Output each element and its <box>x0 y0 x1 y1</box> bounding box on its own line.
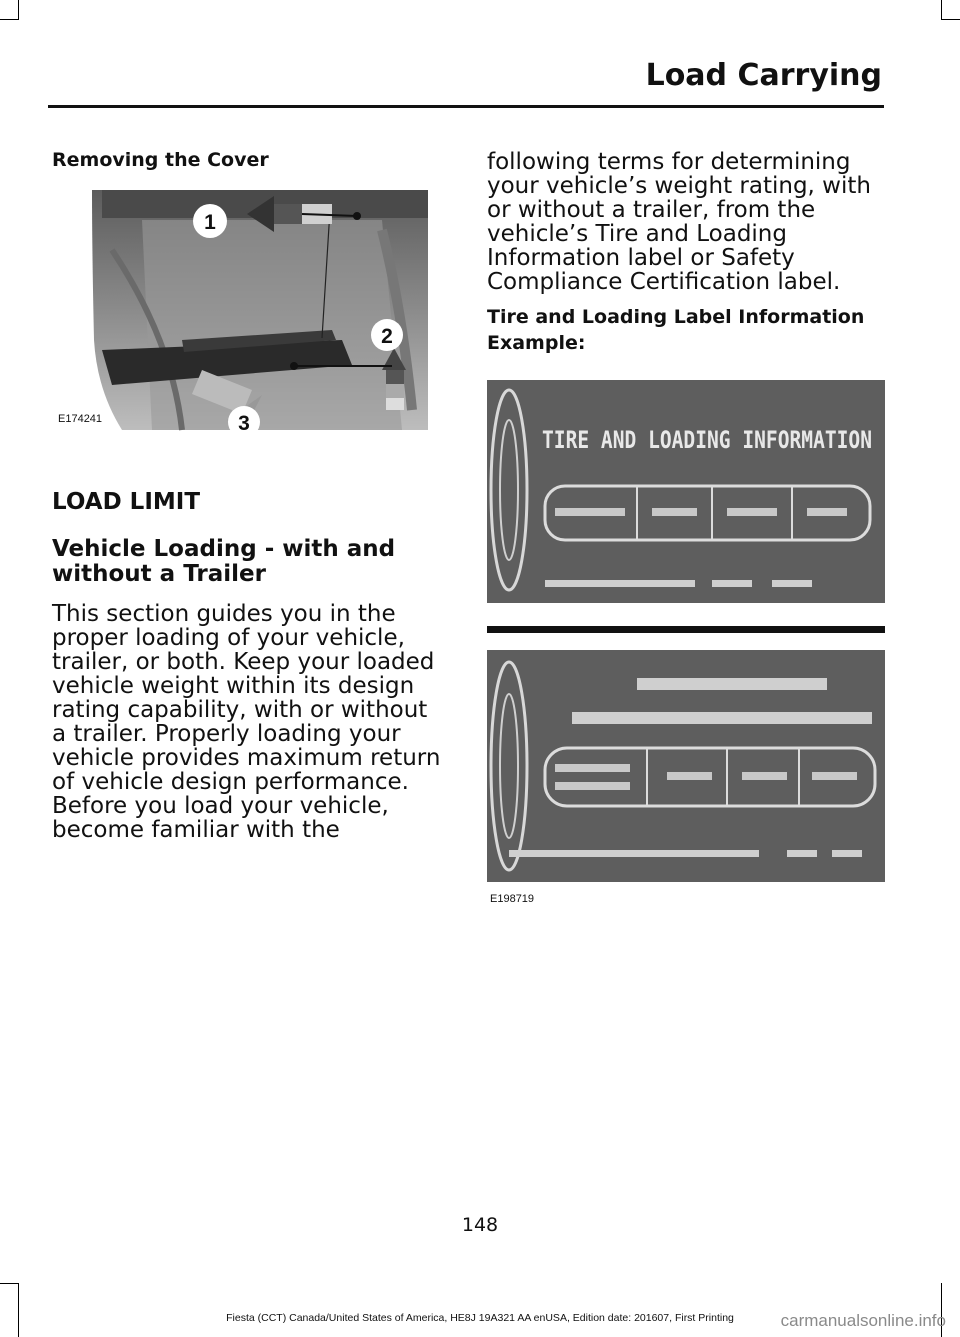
label-information-heading: Tire and Loading Label Information <box>487 306 865 328</box>
label-divider <box>487 626 885 633</box>
tire-label-image-top <box>487 380 885 603</box>
callout-3: 3 <box>238 412 250 435</box>
load-limit-heading: LOAD LIMIT <box>52 489 201 515</box>
header-divider <box>48 105 884 108</box>
intro-paragraph: This section guides you in the proper loading of your vehicle, trailer, or both. Keep your loaded vehicle weight within its design rating capability, with or without a trailer. Properly loading your vehicle provides maximum return of vehicle design performance. Before you load your vehicle, become familiar with the <box>52 601 441 843</box>
watermark: carmanualsonline.info <box>780 1311 946 1330</box>
crop-mark <box>941 0 942 20</box>
vehicle-loading-heading: Vehicle Loading - with and without a Trailer <box>52 536 396 587</box>
tire-label-image-bottom <box>487 650 885 882</box>
crop-mark <box>0 1283 19 1284</box>
page-title: Load Carrying <box>645 58 882 93</box>
figure-code: E174241 <box>58 413 103 425</box>
figure-code: E198719 <box>490 893 535 905</box>
footer-text: Fiesta (CCT) Canada/United States of America, HE8J 19A321 AA enUSA, Edition date: 201607, First Printing <box>226 1312 734 1324</box>
example-heading: Example: <box>487 332 586 354</box>
removing-cover-figure <box>52 190 428 435</box>
crop-mark <box>0 19 19 20</box>
callout-1: 1 <box>204 211 216 234</box>
label-banner: TIRE AND LOADING INFORMATION <box>542 426 872 454</box>
crop-mark <box>18 0 19 20</box>
callout-2: 2 <box>381 325 393 348</box>
crop-mark <box>941 19 960 20</box>
removing-cover-heading: Removing the Cover <box>52 149 269 171</box>
crop-mark <box>18 1283 19 1337</box>
terms-paragraph: following terms for determining your vehicle’s weight rating, with or without a trailer, from the vehicle’s Tire and Loading Information label or Safety Compliance Certification label. <box>487 149 871 295</box>
page-number: 148 <box>461 1214 499 1236</box>
